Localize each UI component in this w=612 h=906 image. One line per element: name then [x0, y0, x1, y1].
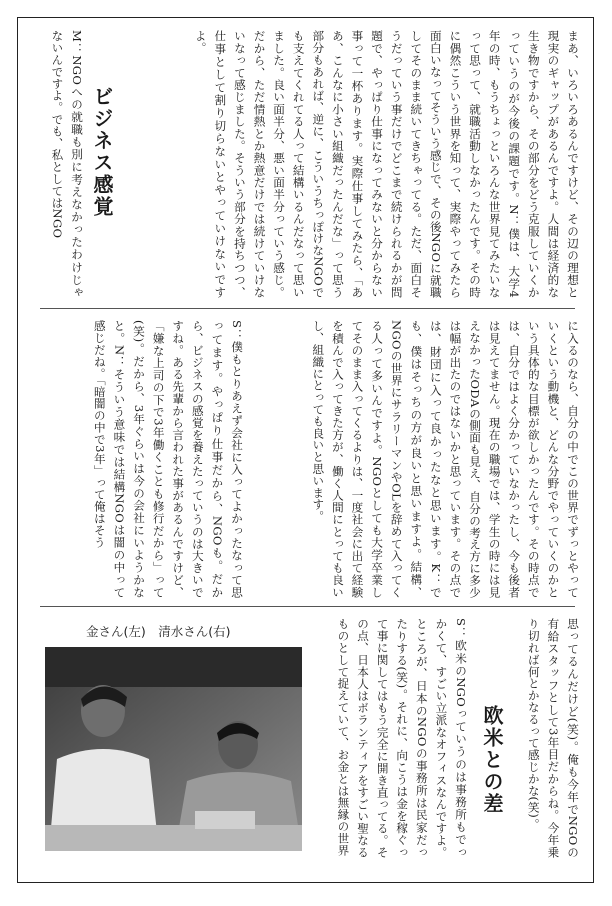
photo-kim-and-shimizu	[45, 647, 302, 851]
text-column-top-left: M：NGOへの就職も別に考えなかったわけじゃないんですよ。でも、私としてはNGO	[50, 30, 84, 298]
divider-top	[40, 308, 575, 309]
heading-difference-from-west: 欧米との差	[480, 705, 504, 815]
photo-illustration	[45, 647, 302, 851]
photo-caption: 金さん(左) 清水さん(右)	[86, 624, 231, 639]
text-column-bottom-right-main: S：欧米のNGOっていうのは事務所もでっかくて、すごい立派なオフィスなんですよ。ところが、日本のNGOの事務所は民家だったりする(笑)。それに、向こうは金を稼ぐって事に関してはもう完全に開き直ってる。その点、日本人はボランティアをすごい聖なるものとして捉えていて、お金とは無縁の世界	[336, 618, 468, 858]
text-column-middle-left: S：僕もとりあえず会社に入ってよかったなって思ってます。やっぱり仕事だから、NGOも。だから、ビジネスの感覚を養えたっていうのは大きいですね。ある先輩から言われた事があるんですけど、「嫌な上司の下で3年働くことも修行だから」って(笑)。だから、3年ぐらいは今の会社にいようかなと。N：そういう意味では結構NGOは闇の中って感じだね。「暗闇の中で3年」って俺はそう	[92, 320, 244, 598]
divider-middle	[40, 606, 575, 607]
text-column-top-right: まあ、いろいろあるんですけど、その辺の理想と現実のギャップがあるんですよ。人間は経済的な生き物ですから、その部分をどう克服していくかっていうのが今後の課題です。N：僕は、大学4年の時、もうちょっといろんな世界見てみたいなって思って、就職活動しなかったんです。その時に偶然こういう世界を知って、実際やってみたら面白いなってそういう感じで、その後NGOに就職してそのまま続いてきちゃってる。ただ、面白そうだっていう事だけでどこまで続けられるかが問題で、やっぱり仕事になってみないと分からない事って一杯あります。実際仕事してみたら、「ああ、こんなに小さい組織だったんだな」って思う部分もあれば、逆に、こういうちっぽけなNGOでも支えてくれてる人って結構いるんだなって思いました。良い面半分、悪い面半分っていう感じ。だから、ただ情熱とか熱意だけでは続けていけないなって感じました。そういう部分を持ちつつ、仕事として割り切らないとやっていけないですよ。	[193, 30, 580, 298]
text-column-middle-right: に入るのなら、自分の中でこの世界でずっとやっていくという動機と、どんな分野でやっていくのかという具体的な目標が欲しかったんです。その時点では、自分ではよく分かっていなかったし、今も後者は見えてません。現在の職場では、学生の時には見えなかったODAの側面も見え、自分の考え方に多少は幅が出たのではないかと思っています。その点では、財団に入って良かったなと思います。K：でも、僕はそっちの方が良いと思いますよ。結構、NGOの世界にサラリーマンやOLを辞めて入ってくる人って多いんですよ。NGOとしても大学卒業してそのまま入ってくるよりは、一度社会に出て経験を積んで入ってきた方が、働く人間にとっても良いし、組織にとっても良いと思います。	[311, 320, 580, 598]
heading-business-sense: ビジネス感覚	[90, 86, 114, 218]
text-column-bottom-right-top: 思ってるんだけど(笑)。俺も今年でNGOの有給スタッフとして3年目だからね。今年乗り切れば何とかなるって感じかな(笑)。	[526, 618, 580, 858]
